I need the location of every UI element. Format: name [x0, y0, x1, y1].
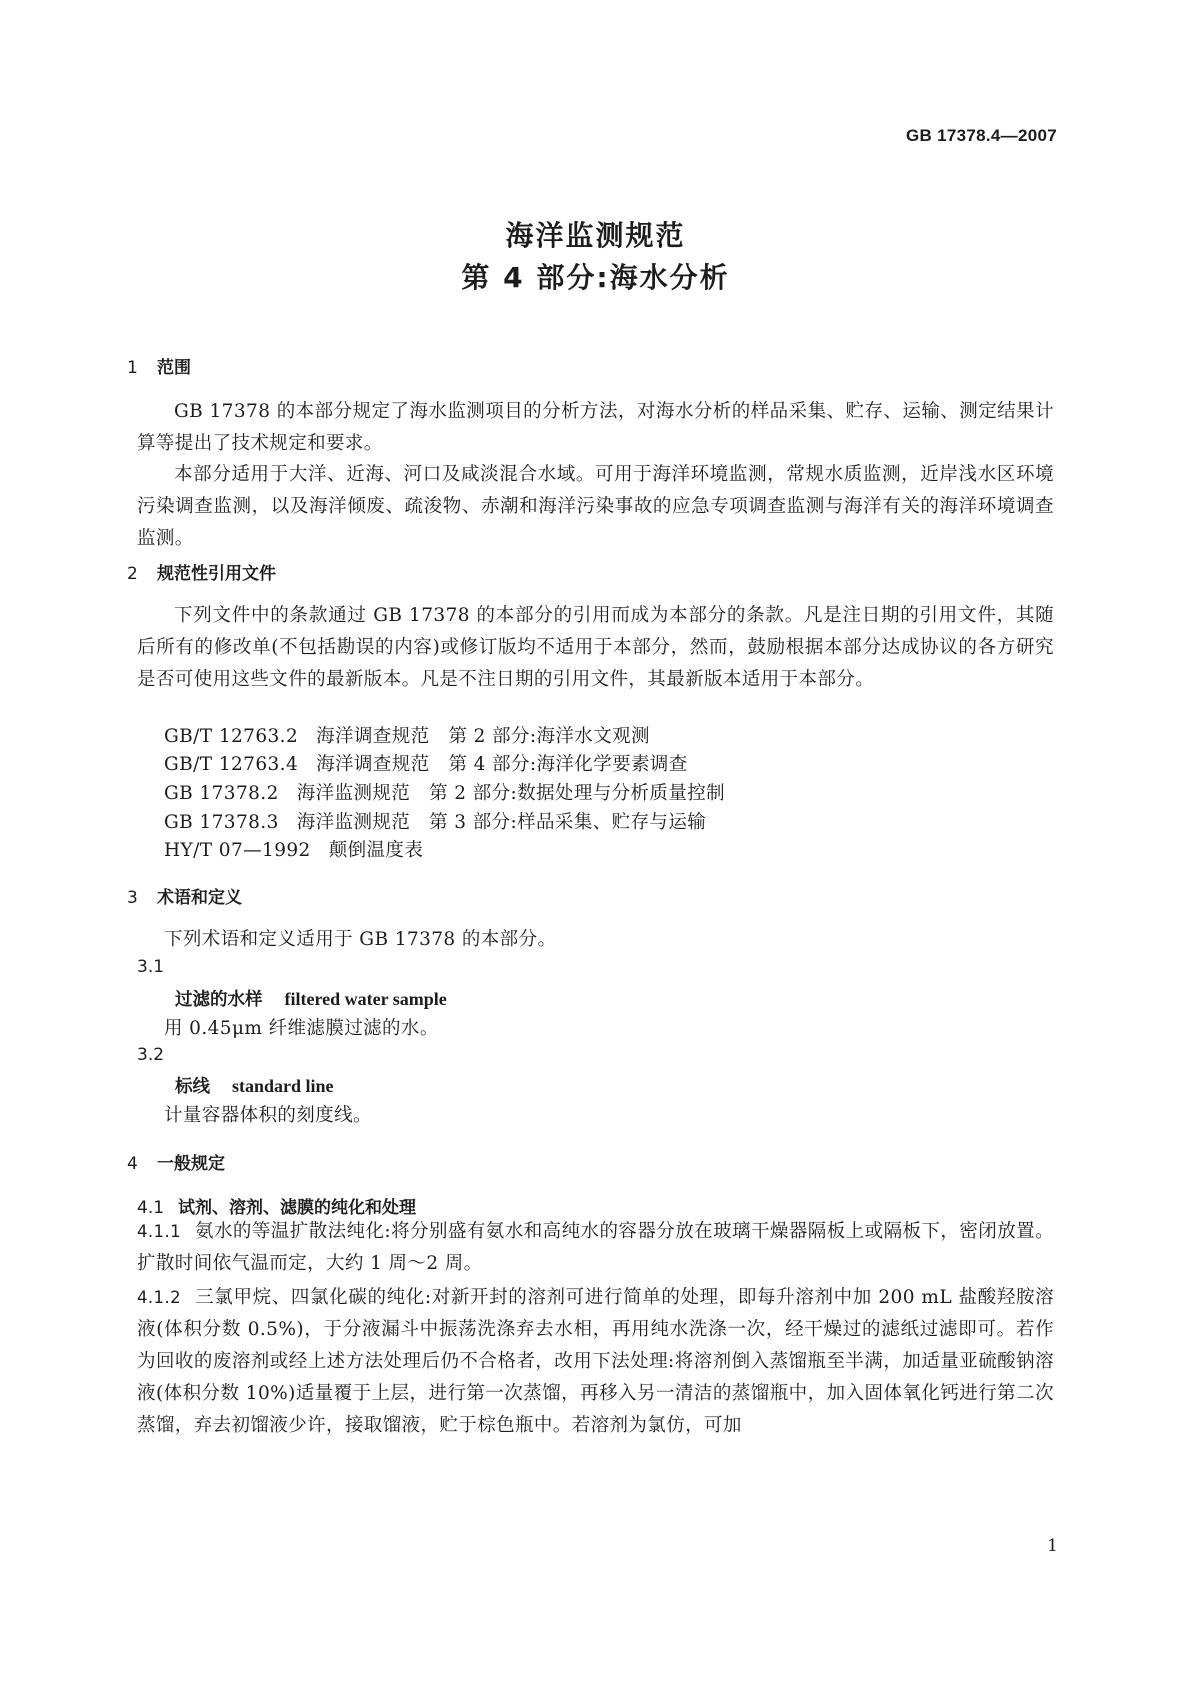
term-english: standard line [232, 1076, 334, 1096]
subsection-4-1-heading [137, 1193, 416, 1218]
reference-item [164, 750, 688, 776]
term-entry [175, 986, 447, 1011]
reference-title: 海洋调查规范 第 2 部分:海洋水文观测 [316, 726, 650, 747]
section-4-heading [127, 1149, 225, 1174]
term-number: 3.2 [137, 1045, 165, 1065]
section-number: 3 [127, 888, 138, 908]
reference-code: GB/T 12763.4 [164, 754, 299, 775]
term-english: filtered water sample [284, 989, 447, 1009]
clause-number: 4.1.1 [137, 1222, 181, 1241]
document-title: 海洋监测规范 [505, 219, 686, 252]
reference-code: HY/T 07—1992 [164, 840, 311, 861]
clause-number: 4.1.2 [137, 1288, 181, 1307]
document-subtitle: 第 4 部分:海水分析 [461, 261, 730, 294]
term-chinese: 过滤的水样 [175, 990, 263, 1010]
term-number: 3.1 [137, 957, 165, 977]
section-title: 一般规定 [157, 1154, 225, 1174]
standard-code: GB 17378.4—2007 [906, 126, 1057, 145]
paragraph: 本部分适用于大洋、近海、河口及咸淡混合水域。可用于海洋环境监测，常规水质监测，近岸浅水区环境污染调查监测，以及海洋倾废、疏浚物、赤潮和海洋污染事故的应急专项调查监测与海洋有关的海洋环境调查监测。 [137, 464, 1054, 549]
term-definition: 计量容器体积的刻度线。 [164, 1105, 372, 1126]
reference-code: GB 17378.2 [164, 783, 279, 804]
paragraph: 下列术语和定义适用于 GB 17378 的本部分。 [164, 929, 557, 950]
section-title: 范围 [157, 358, 191, 378]
paragraph: GB 17378 的本部分规定了海水监测项目的分析方法，对海水分析的样品采集、贮存、运输、测定结果计算等提出了技术规定和要求。 [137, 401, 1054, 454]
term-entry [175, 1073, 334, 1098]
section-title: 术语和定义 [157, 888, 242, 908]
reference-title: 海洋监测规范 第 3 部分:样品采集、贮存与运输 [296, 812, 707, 833]
page-number: 1 [1047, 1536, 1058, 1556]
reference-item [164, 779, 725, 805]
term-chinese: 标线 [175, 1077, 210, 1097]
section-number: 2 [127, 564, 138, 584]
clause-text: 三氯甲烷、四氯化碳的纯化:对新开封的溶剂可进行简单的处理，即每升溶剂中加 200 mL 盐酸羟胺溶液(体积分数 0.5%)，于分液漏斗中振荡洗涤弃去水相，再用纯水洗涤一次，经干燥过的滤纸过滤即可。若作为回收的废溶剂或经上述方法处理后仍不合格者，改用下法处理:将溶剂倒入蒸馏瓶至半满，加适量亚硫酸钠溶液(体积分数 10%)适量覆于上层，进行第一次蒸馏，再移入另一清洁的蒸馏瓶中，加入固体氧化钙进行第二次蒸馏，弃去初馏液少许，接取馏液，贮于棕色瓶中。若溶剂为氯仿，可加 [137, 1287, 1054, 1436]
reference-item [164, 722, 650, 748]
subsection-title: 试剂、溶剂、滤膜的纯化和处理 [178, 1198, 417, 1218]
reference-title: 颠倒温度表 [328, 840, 424, 861]
reference-code: GB 17378.3 [164, 812, 279, 833]
paragraph: 下列文件中的条款通过 GB 17378 的本部分的引用而成为本部分的条款。凡是注日期的引用文件，其随后所有的修改单(不包括勘误的内容)或修订版均不适用于本部分，然而，鼓励根据本部分达成协议的各方研究是否可使用这些文件的最新版本。凡是不注日期的引用文件，其最新版本适用于本部分。 [137, 605, 1054, 690]
reference-item [164, 836, 423, 862]
section-1-heading [127, 353, 191, 378]
clause-4-1-1 [137, 1216, 1054, 1280]
term-definition: 用 0.45μm 纤维滤膜过滤的水。 [164, 1018, 439, 1039]
subsection-number: 4.1 [137, 1198, 165, 1218]
reference-item [164, 808, 706, 834]
reference-title: 海洋监测规范 第 2 部分:数据处理与分析质量控制 [296, 783, 726, 804]
clause-4-1-2 [137, 1282, 1054, 1442]
section-2-heading [127, 559, 276, 584]
reference-code: GB/T 12763.2 [164, 726, 299, 747]
section-number: 1 [127, 358, 138, 378]
section-3-heading [127, 883, 242, 908]
section-number: 4 [127, 1154, 138, 1174]
reference-title: 海洋调查规范 第 4 部分:海洋化学要素调查 [316, 754, 688, 775]
clause-text: 氨水的等温扩散法纯化:将分别盛有氨水和高纯水的容器分放在玻璃干燥器隔板上或隔板下，密闭放置。扩散时间依气温而定，大约 1 周～2 周。 [137, 1221, 1054, 1274]
section-title: 规范性引用文件 [157, 564, 276, 584]
